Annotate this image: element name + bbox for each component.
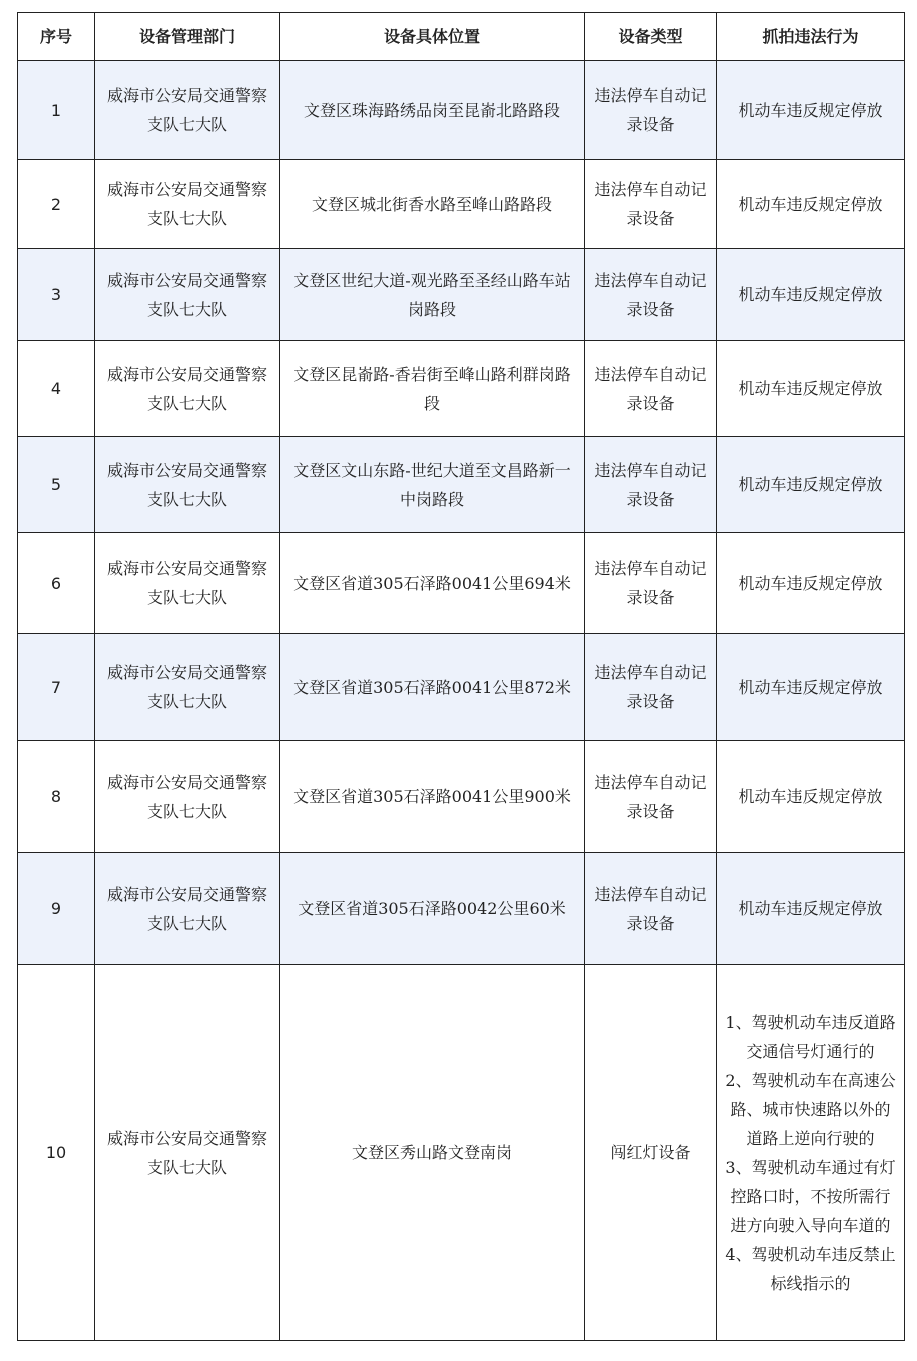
row-dept: 威海市公安局交通警察支队七大队 — [95, 61, 280, 160]
header-no: 序号 — [18, 13, 95, 61]
behavior-item: 2、驾驶机动车在高速公路、城市快速路以外的道路上逆向行驶的 — [725, 1070, 896, 1148]
row-location: 文登区城北街香水路至峰山路路段 — [280, 160, 585, 249]
row-location: 文登区省道305石泽路0041公里694米 — [280, 533, 585, 634]
row-no: 8 — [18, 741, 95, 853]
row-behavior: 机动车违反规定停放 — [717, 160, 905, 249]
row-dept: 威海市公安局交通警察支队七大队 — [95, 249, 280, 341]
row-behavior: 机动车违反规定停放 — [717, 634, 905, 741]
behavior-item: 3、驾驶机动车通过有灯控路口时，不按所需行进方向驶入导向车道的 — [725, 1157, 896, 1235]
header-dept: 设备管理部门 — [95, 13, 280, 61]
row-behavior: 机动车违反规定停放 — [717, 741, 905, 853]
table-row — [18, 634, 905, 741]
header-type: 设备类型 — [585, 13, 717, 61]
header-row — [18, 13, 905, 61]
table-row — [18, 533, 905, 634]
row-location: 文登区世纪大道-观光路至圣经山路车站岗路段 — [280, 249, 585, 341]
row-no: 6 — [18, 533, 95, 634]
row-type: 违法停车自动记录设备 — [585, 533, 717, 634]
row-dept: 威海市公安局交通警察支队七大队 — [95, 741, 280, 853]
row-type: 违法停车自动记录设备 — [585, 853, 717, 965]
row-dept: 威海市公安局交通警察支队七大队 — [95, 533, 280, 634]
row-behavior-list — [717, 965, 905, 1341]
row-dept: 威海市公安局交通警察支队七大队 — [95, 437, 280, 533]
table-row — [18, 160, 905, 249]
row-location: 文登区省道305石泽路0042公里60米 — [280, 853, 585, 965]
row-type: 违法停车自动记录设备 — [585, 341, 717, 437]
table-row — [18, 741, 905, 853]
row-behavior: 机动车违反规定停放 — [717, 61, 905, 160]
row-location: 文登区珠海路绣品岗至昆嵛北路路段 — [280, 61, 585, 160]
device-table — [17, 12, 905, 1341]
row-no: 4 — [18, 341, 95, 437]
row-no: 7 — [18, 634, 95, 741]
row-dept: 威海市公安局交通警察支队七大队 — [95, 634, 280, 741]
behavior-item: 4、驾驶机动车违反禁止标线指示的 — [725, 1244, 896, 1293]
row-no: 5 — [18, 437, 95, 533]
row-behavior: 机动车违反规定停放 — [717, 437, 905, 533]
row-behavior: 机动车违反规定停放 — [717, 249, 905, 341]
table-row — [18, 437, 905, 533]
row-type: 违法停车自动记录设备 — [585, 634, 717, 741]
row-location: 文登区昆嵛路-香岩街至峰山路利群岗路段 — [280, 341, 585, 437]
row-dept: 威海市公安局交通警察支队七大队 — [95, 853, 280, 965]
row-no: 10 — [18, 965, 95, 1341]
row-dept: 威海市公安局交通警察支队七大队 — [95, 160, 280, 249]
table-row — [18, 61, 905, 160]
row-no: 2 — [18, 160, 95, 249]
row-behavior: 机动车违反规定停放 — [717, 853, 905, 965]
row-dept: 威海市公安局交通警察支队七大队 — [95, 965, 280, 1341]
table-row — [18, 341, 905, 437]
table-row — [18, 965, 905, 1341]
behavior-item: 1、驾驶机动车违反道路交通信号灯通行的 — [725, 1012, 896, 1061]
table-row — [18, 853, 905, 965]
row-dept: 威海市公安局交通警察支队七大队 — [95, 341, 280, 437]
row-no: 3 — [18, 249, 95, 341]
row-no: 1 — [18, 61, 95, 160]
row-type: 违法停车自动记录设备 — [585, 61, 717, 160]
table-row — [18, 249, 905, 341]
row-type: 闯红灯设备 — [585, 965, 717, 1341]
row-location: 文登区省道305石泽路0041公里900米 — [280, 741, 585, 853]
row-type: 违法停车自动记录设备 — [585, 437, 717, 533]
header-behavior: 抓拍违法行为 — [717, 13, 905, 61]
row-behavior: 机动车违反规定停放 — [717, 341, 905, 437]
row-location: 文登区省道305石泽路0041公里872米 — [280, 634, 585, 741]
row-type: 违法停车自动记录设备 — [585, 249, 717, 341]
row-behavior: 机动车违反规定停放 — [717, 533, 905, 634]
header-location: 设备具体位置 — [280, 13, 585, 61]
row-location: 文登区文山东路-世纪大道至文昌路新一中岗路段 — [280, 437, 585, 533]
row-type: 违法停车自动记录设备 — [585, 160, 717, 249]
row-no: 9 — [18, 853, 95, 965]
row-type: 违法停车自动记录设备 — [585, 741, 717, 853]
row-location: 文登区秀山路文登南岗 — [280, 965, 585, 1341]
